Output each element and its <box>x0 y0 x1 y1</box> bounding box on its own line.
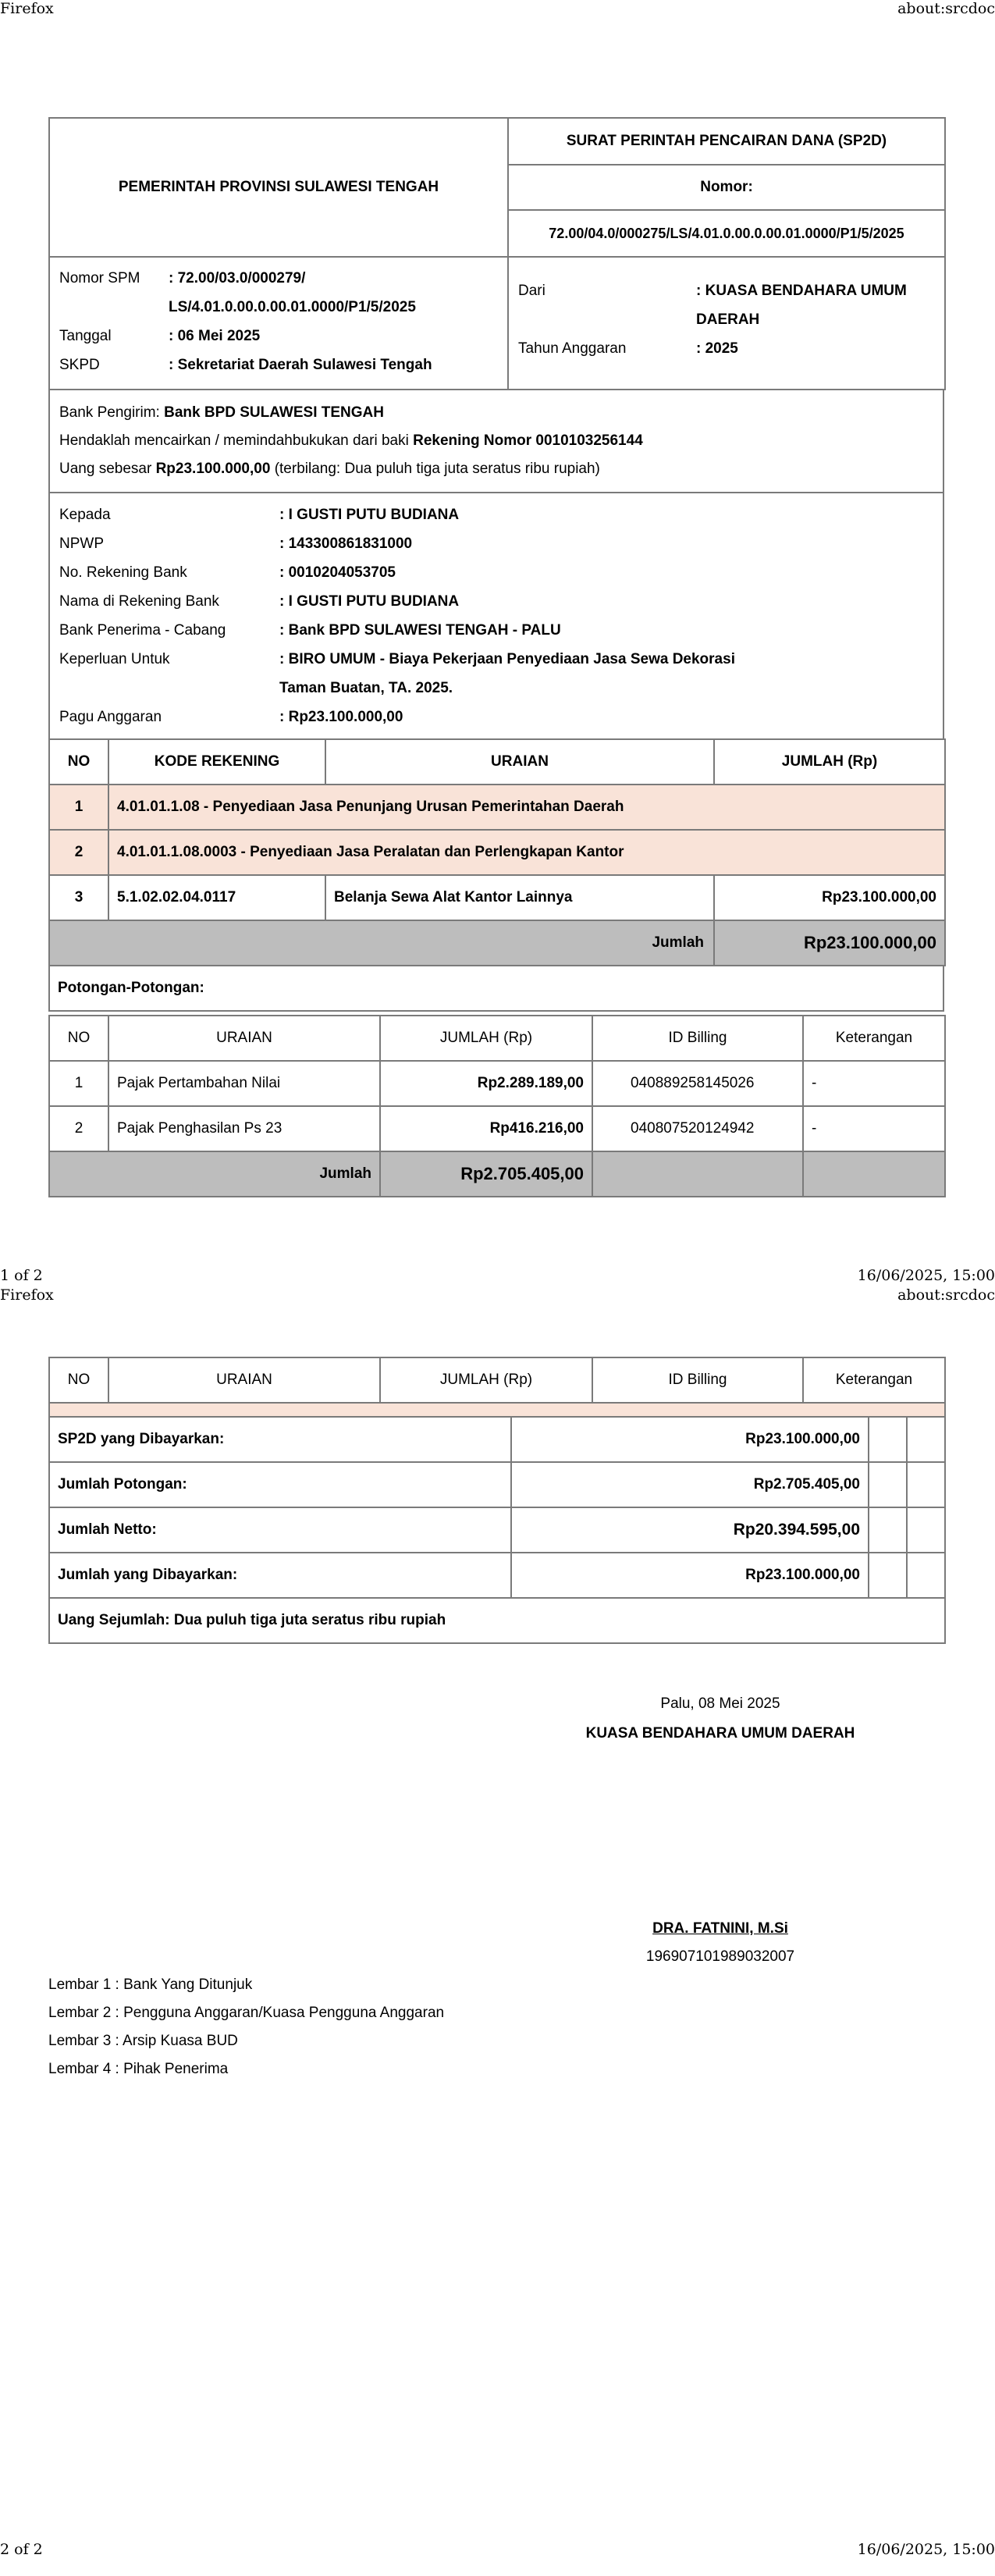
header-table <box>48 117 946 258</box>
purpose-label: Keperluan Untuk <box>59 651 170 667</box>
bank-sender: Bank BPD SULAWESI TENGAH <box>164 404 384 421</box>
col-header-kode: KODE REKENING <box>108 739 325 785</box>
purpose-value: : BIRO UMUM - Biaya Pekerjaan Penyediaan Jasa Sewa Dekorasi <box>279 651 735 667</box>
col-header-jumlah: JUMLAH (Rp) <box>380 1357 592 1403</box>
list-item: Lembar 1 : Bank Yang Ditunjuk <box>48 1976 253 1993</box>
table-row <box>49 1106 945 1151</box>
summary-label: SP2D yang Dibayarkan: <box>49 1417 511 1462</box>
spm-number-label: Nomor SPM <box>59 270 140 286</box>
page2-footer-datetime: 16/06/2025, 15:00 <box>857 2541 995 2558</box>
document-title: SURAT PERINTAH PENCAIRAN DANA (SP2D) <box>508 118 945 165</box>
signature-place-date: Palu, 08 Mei 2025 <box>660 1695 780 1712</box>
government-name: PEMERINTAH PROVINSI SULAWESI TENGAH <box>49 118 508 257</box>
dari-value-cont: DAERAH <box>696 311 760 328</box>
row-jumlah: Rp23.100.000,00 <box>714 875 945 920</box>
col-header-keterangan: Keterangan <box>803 1016 945 1061</box>
page1-footer-page: 1 of 2 <box>0 1267 43 1284</box>
spm-number-cont: LS/4.01.0.00.0.00.01.0000/P1/5/2025 <box>169 299 416 315</box>
total-amount: Rp23.100.000,00 <box>714 920 945 966</box>
sp2d-document-page1 <box>48 117 944 1197</box>
recipient-bank-label: Bank Penerima - Cabang <box>59 622 226 639</box>
amount-label: Uang sebesar <box>59 461 156 477</box>
summary-value: Rp23.100.000,00 <box>511 1417 869 1462</box>
table-row <box>49 1553 945 1598</box>
row-kode: 5.1.02.02.04.0117 <box>108 875 325 920</box>
summary-label: Jumlah Netto: <box>49 1507 511 1553</box>
row-jumlah: Rp2.289.189,00 <box>380 1061 592 1106</box>
table-row <box>49 830 945 875</box>
summary-label: Jumlah Potongan: <box>49 1462 511 1507</box>
account-number: : 0010204053705 <box>279 564 396 581</box>
kepada-label: Kepada <box>59 507 111 523</box>
npwp-value: : 143300861831000 <box>279 535 413 552</box>
col-header-billing: ID Billing <box>592 1016 803 1061</box>
total-label: Jumlah <box>49 920 714 966</box>
col-header-no: NO <box>49 1016 108 1061</box>
deductions-title: Potongan-Potongan: <box>49 966 943 1011</box>
budget-label: Pagu Anggaran <box>59 709 162 725</box>
deductions-title-table <box>48 965 944 1012</box>
row-billing: 040889258145026 <box>592 1061 803 1106</box>
row-keterangan: - <box>803 1106 945 1151</box>
summary-label: Jumlah yang Dibayarkan: <box>49 1553 511 1598</box>
table-row <box>49 1507 945 1553</box>
spm-date: : 06 Mei 2025 <box>169 328 261 344</box>
browser-url: about:srcdoc <box>897 0 995 17</box>
col-header-no: NO <box>49 1357 108 1403</box>
signatory-name: DRA. FATNINI, M.Si <box>652 1920 788 1937</box>
row-billing: 040807520124942 <box>592 1106 803 1151</box>
row-no: 3 <box>49 875 108 920</box>
recipient-table <box>48 492 944 740</box>
browser-app-name: Firefox <box>0 1286 54 1304</box>
spm-date-label: Tanggal <box>59 328 112 344</box>
table-row <box>49 1061 945 1106</box>
sp2d-number: 72.00/04.0/000275/LS/4.01.0.00.0.00.01.0000/P1/5/2025 <box>508 210 945 257</box>
col-header-keterangan: Keterangan <box>803 1357 945 1403</box>
col-header-jumlah: JUMLAH (Rp) <box>714 739 945 785</box>
deductions-total: Rp2.705.405,00 <box>380 1151 592 1197</box>
account-code-table <box>48 738 946 966</box>
account-name: : I GUSTI PUTU BUDIANA <box>279 593 460 610</box>
purpose-value-cont: Taman Buatan, TA. 2025. <box>279 680 453 696</box>
instruction-text: Hendaklah mencairkan / memindahbukukan dari baki <box>59 432 414 449</box>
kepada-value: : I GUSTI PUTU BUDIANA <box>279 507 460 523</box>
list-item: Lembar 2 : Pengguna Anggaran/Kuasa Pengguna Anggaran <box>48 2005 445 2021</box>
bank-instruction-table <box>48 389 944 493</box>
row-no: 2 <box>49 1106 108 1151</box>
skpd-label: SKPD <box>59 357 100 373</box>
npwp-label: NPWP <box>59 535 104 552</box>
dari-value: : KUASA BENDAHARA UMUM <box>696 283 907 299</box>
sp2d-document-page2 <box>48 1357 944 1644</box>
list-item: Lembar 4 : Pihak Penerima <box>48 2061 229 2077</box>
budget-value: : Rp23.100.000,00 <box>279 709 403 725</box>
row-uraian: Pajak Penghasilan Ps 23 <box>108 1106 380 1151</box>
summary-value: Rp23.100.000,00 <box>511 1553 869 1598</box>
table-row <box>49 875 945 920</box>
account-name-label: Nama di Rekening Bank <box>59 593 219 610</box>
col-header-billing: ID Billing <box>592 1357 803 1403</box>
summary-value: Rp2.705.405,00 <box>511 1462 869 1507</box>
row-no: 1 <box>49 1061 108 1106</box>
table-row <box>49 1417 945 1462</box>
row-keterangan: - <box>803 1061 945 1106</box>
col-header-jumlah: JUMLAH (Rp) <box>380 1016 592 1061</box>
page2-footer-page: 2 of 2 <box>0 2541 43 2558</box>
list-item: Lembar 3 : Arsip Kuasa BUD <box>48 2033 238 2049</box>
summary-value: Rp20.394.595,00 <box>511 1507 869 1553</box>
nomor-label: Nomor: <box>508 165 945 210</box>
account-number-label: No. Rekening Bank <box>59 564 187 581</box>
row-uraian: Pajak Pertambahan Nilai <box>108 1061 380 1106</box>
col-header-uraian: URAIAN <box>108 1016 380 1061</box>
amount-in-words-summary: Uang Sejumlah: Dua puluh tiga juta seratus ribu rupiah <box>49 1598 945 1643</box>
row-group-text: 4.01.01.1.08.0003 - Penyediaan Jasa Peralatan dan Perlengkapan Kantor <box>108 830 945 875</box>
row-no: 2 <box>49 830 108 875</box>
amount-in-words: (terbilang: Dua puluh tiga juta seratus ribu rupiah) <box>270 461 600 477</box>
tahun-label: Tahun Anggaran <box>518 340 627 357</box>
browser-url: about:srcdoc <box>897 1286 995 1304</box>
table-row <box>49 785 945 830</box>
spm-number: : 72.00/03.0/000279/ <box>169 270 306 286</box>
spm-info-table <box>48 256 946 390</box>
skpd-value: : Sekretariat Daerah Sulawesi Tengah <box>169 357 432 373</box>
deductions-total-label: Jumlah <box>49 1151 380 1197</box>
row-uraian: Belanja Sewa Alat Kantor Lainnya <box>325 875 714 920</box>
signatory-nip: 196907101989032007 <box>645 1948 795 1965</box>
col-header-no: NO <box>49 739 108 785</box>
amount-value: Rp23.100.000,00 <box>155 461 271 477</box>
tahun-value: : 2025 <box>696 340 738 357</box>
table-row <box>49 1462 945 1507</box>
row-no: 1 <box>49 785 108 830</box>
deductions-table <box>48 1015 946 1197</box>
signature-position: KUASA BENDAHARA UMUM DAERAH <box>585 1725 855 1742</box>
dari-label: Dari <box>518 283 545 299</box>
distribution-list <box>48 1971 444 2083</box>
col-header-uraian: URAIAN <box>325 739 714 785</box>
row-group-text: 4.01.01.1.08 - Penyediaan Jasa Penunjang Urusan Pemerintahan Daerah <box>108 785 945 830</box>
page1-footer-datetime: 16/06/2025, 15:00 <box>857 1267 995 1284</box>
browser-app-name: Firefox <box>0 0 54 17</box>
col-header-uraian: URAIAN <box>108 1357 380 1403</box>
recipient-bank: : Bank BPD SULAWESI TENGAH - PALU <box>279 622 561 639</box>
summary-table <box>48 1416 946 1644</box>
row-jumlah: Rp416.216,00 <box>380 1106 592 1151</box>
source-account: Rekening Nomor 0010103256144 <box>413 432 643 449</box>
bank-sender-label: Bank Pengirim: <box>59 404 165 421</box>
deductions-table-repeat <box>48 1357 946 1418</box>
